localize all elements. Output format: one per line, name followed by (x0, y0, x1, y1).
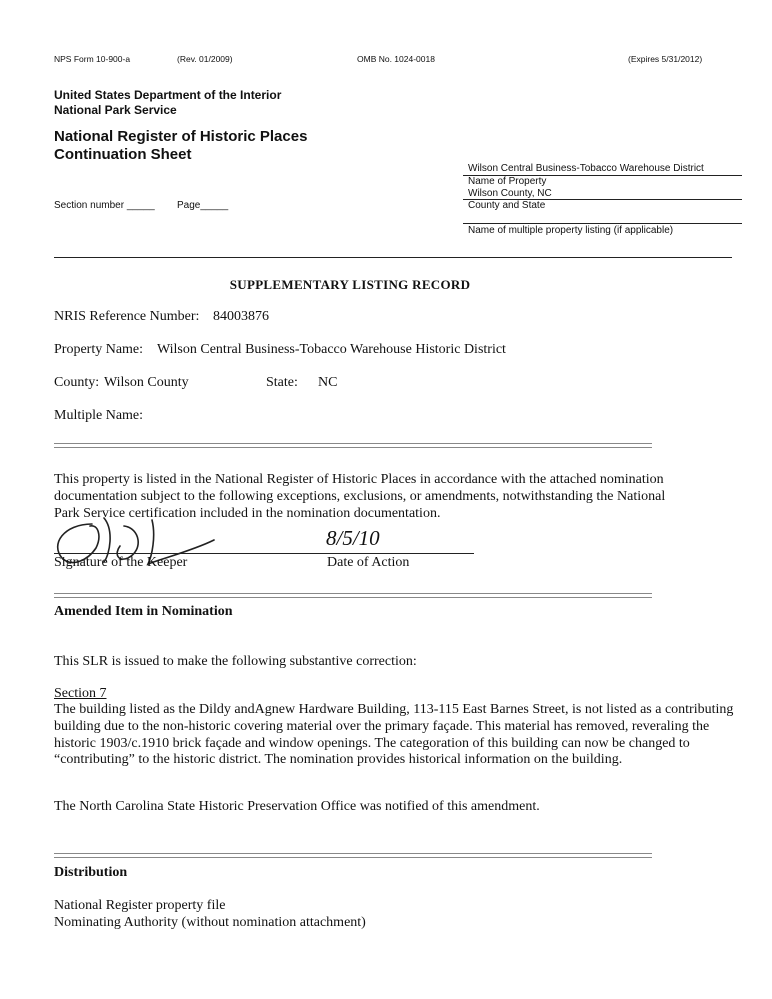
statement-line-1: This property is listed in the National Register of Historic Places in accordance with the attached nomination (54, 472, 664, 487)
distribution-item: National Register property file (54, 898, 226, 913)
property-name-value: Wilson Central Business-Tobacco Warehouse District (468, 163, 704, 174)
amended-line-1: The building listed as the Dildy andAgnew Hardware Building, 113-115 East Barnes Street, is not listed as a contributing (54, 702, 734, 717)
distribution-heading: Distribution (54, 865, 128, 880)
multiple-listing-label: Name of multiple property listing (if applicable) (468, 225, 674, 236)
signature-label: Signature of the Keeper (54, 555, 188, 570)
date-of-action-label: Date of Action (327, 555, 410, 570)
section-number-field: Section number _____ (54, 200, 155, 211)
sheet-title: National Register of Historic Places (54, 128, 308, 145)
county-state-value: Wilson County, NC (468, 188, 552, 199)
department-name: United States Department of the Interior (54, 88, 282, 102)
distribution-item: Nominating Authority (without nomination attachment) (54, 915, 366, 930)
amended-divider (54, 593, 652, 598)
distribution-divider (54, 853, 652, 858)
county-state-label: County and State (468, 200, 546, 211)
multiple-listing-rule (463, 223, 742, 224)
state-field-value: NC (318, 375, 338, 390)
omb-number: OMB No. 1024-0018 (357, 54, 435, 64)
nris-label: NRIS Reference Number: (54, 309, 200, 324)
property-name-field-value: Wilson Central Business-Tobacco Warehouse Historic District (157, 342, 506, 357)
form-revision: (Rev. 01/2009) (177, 54, 233, 64)
nris-value: 84003876 (213, 309, 269, 324)
amended-section: Section 7 (54, 686, 107, 701)
statement-line-3: Park Service certification included in the nomination documentation. (54, 506, 441, 521)
property-name-field-label: Property Name: (54, 342, 144, 357)
service-name: National Park Service (54, 103, 177, 117)
header-divider (54, 257, 732, 258)
signature-rule (54, 553, 474, 554)
amended-intro: This SLR is issued to make the following substantive correction: (54, 654, 417, 669)
county-field-label: County: (54, 375, 100, 390)
state-field-label: State: (266, 375, 298, 390)
sheet-subtitle: Continuation Sheet (54, 146, 192, 163)
section-divider (54, 443, 652, 448)
amended-line-2: building due to the non-historic covering material over the primary façade. This material has removed, reveraling the (54, 719, 710, 734)
amended-line-4: “contributing” to the historic district. The nomination provides historical information on the building. (54, 752, 623, 767)
property-name-label: Name of Property (468, 176, 547, 187)
amended-line-3: historic 1903/c.1910 brick façade and window openings. The categoration of this building can now be changed to (54, 736, 690, 751)
page-number-field: Page_____ (177, 200, 229, 211)
record-heading: SUPPLEMENTARY LISTING RECORD (229, 277, 471, 292)
form-number: NPS Form 10-900-a (54, 54, 131, 64)
amendment-notice: The North Carolina State Historic Preservation Office was notified of this amendment. (54, 799, 540, 814)
date-of-action-value: 8/5/10 (326, 526, 380, 550)
expiration-date: (Expires 5/31/2012) (628, 54, 703, 64)
multiple-name-field-label: Multiple Name: (54, 408, 144, 423)
amended-heading: Amended Item in Nomination (54, 604, 233, 619)
county-field-value: Wilson County (104, 375, 189, 390)
statement-line-2: documentation subject to the following exceptions, exclusions, or amendments, notwithstanding the National (54, 489, 666, 504)
